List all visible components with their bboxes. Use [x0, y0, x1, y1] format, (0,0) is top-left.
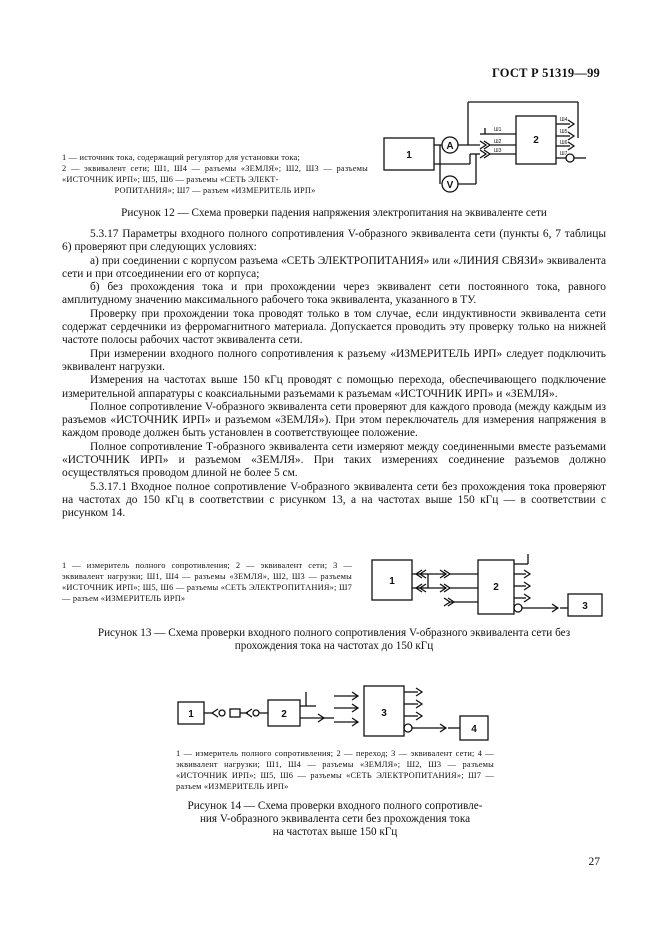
fig12-legend-line: 2 — эквивалент сети; Ш1, Ш4 — разъемы «ЗЕМЛЯ»; Ш2, Ш3 — разъемы «ИСТОЧНИК ИРП»; Ш5, Ш6 — разъемы «СЕТЬ ЭЛЕКТ- [62, 164, 368, 184]
fig13-legend [62, 560, 352, 604]
paragraph: Полное сопротивление Т-образного эквивалента сети измеряют между соединенными вместе разъемами «ИСТОЧНИК ИРП» и разъемом «ЗЕМЛЯ». При таких измерениях соединение разъемов должно осуществляться проводом длиной не более 5 см. [62, 440, 606, 480]
paragraph: Полное сопротивление V-образного эквивалента сети проверяют для каждого провода (между каждым из разъемов «ИСТОЧНИК ИРП» и разъемом «ЗЕМЛЯ»). При этом переключатель для измерения напряжения в каждом проводе должен быть установлен в соответствующее положение. [62, 400, 606, 440]
fig12-port-sh4: Ш4 [560, 117, 568, 123]
fig12-diagram [380, 98, 600, 194]
paragraph: 5.3.17 Параметры входного полного сопротивления V-образного эквивалента сети (пункты 6, 7 таблицы 6) проверяют при следующих условиях: [62, 228, 606, 254]
fig12-port-sh2: Ш2 [494, 139, 502, 145]
fig14-meter-label: 1 [188, 709, 194, 720]
fig12-port-sh6: Ш6 [560, 140, 568, 146]
paragraph: 5.3.17.1 Входное полное сопротивление V-образного эквивалента сети без прохождения тока проверяют на частотах до 150 кГц в соответствии с рисунком 13, а на частотах выше 150 кГц — в соответствии с рисунком 14. [62, 480, 606, 520]
body-text [62, 228, 606, 521]
fig13-caption [62, 627, 606, 653]
paragraph: а) при соединении с корпусом разъема «СЕТЬ ЭЛЕКТРОПИТАНИЯ» или «ЛИНИЯ СВЯЗИ» эквивалента сети и при отсоединении его от корпуса; [62, 254, 606, 280]
fig14-adapter-label: 2 [281, 709, 287, 720]
fig13-caption-line: Рисунок 13 — Схема проверки входного полного сопротивления V-образного эквивалента сети без [97, 627, 571, 639]
fig12-port-sh1: Ш1 [494, 127, 502, 133]
document-header: ГОСТ Р 51319—99 [491, 66, 600, 80]
fig13-meter-label: 1 [389, 576, 395, 587]
fig14-load-label: 4 [471, 724, 477, 735]
fig12-legend [62, 152, 368, 196]
fig13-load-label: 3 [582, 601, 588, 612]
fig12-port-sh3: Ш3 [494, 148, 502, 154]
paragraph: Проверку при прохождении тока проводят только в том случае, если индуктивности эквивалента сети содержат сердечники из ферромагнитного материала. Допускается проводить эту проверку только на нижней частоте полосы рабочих частот эквивалента сети. [62, 307, 606, 347]
fig14-legend [176, 748, 494, 792]
fig14-equivalent-label: 3 [381, 708, 387, 719]
fig12-port-sh7: Ш7 [560, 151, 568, 157]
fig14-caption [176, 800, 494, 839]
fig14-caption-line: Рисунок 14 — Схема проверки входного полного сопротивле- [187, 800, 483, 812]
fig12-source-label: 1 [406, 150, 412, 161]
fig12-ammeter-label: A [446, 141, 454, 152]
paragraph: б) без прохождения тока и при прохождении через эквивалент сети постоянного тока, равного амплитудному значению максимального рабочего тока эквивалента, указанного в ТУ. [62, 281, 606, 307]
fig12-legend-line: 1 — источник тока, содержащий регулятор для установки тока; [62, 153, 300, 162]
paragraph: При измерении входного полного сопротивления к разъему «ИЗМЕРИТЕЛЬ ИРП» следует подключить эквивалент нагрузки. [62, 347, 606, 373]
fig14-diagram [176, 676, 494, 744]
fig12-voltmeter-label: V [446, 180, 454, 191]
fig12-port-sh5: Ш5 [560, 129, 568, 135]
paragraph: Измерения на частотах выше 150 кГц проводят с помощью перехода, обеспечивающего подключение измерительной аппаратуры с коаксиальными разъемами к разъемам «ИСТОЧНИК ИРП» и «ЗЕМЛЯ». [62, 374, 606, 400]
fig13-equivalent-label: 2 [493, 582, 499, 593]
fig12-legend-line: РОПИТАНИЯ»; Ш7 — разъем «ИЗМЕРИТЕЛЬ ИРП» [114, 186, 316, 195]
fig12-equivalent-label: 2 [533, 135, 539, 146]
fig13-caption-line: прохождения тока на частотах до 150 кГц [234, 640, 434, 652]
fig13-diagram [368, 548, 606, 618]
fig14-legend-text: 1 — измеритель полного сопротивления; 2 — переход; 3 — эквивалент сети; 4 — эквивалент нагрузки; Ш1, Ш4 — разъемы «ЗЕМЛЯ»; Ш2, Ш3 — разъемы «ИСТОЧНИК ИРП»; Ш5, Ш6 — разъемы «СЕТЬ ЭЛЕКТРОПИТАНИЯ»; Ш7 — разъем «ИЗМЕРИТЕЛЬ ИРП» [176, 749, 494, 791]
page-number: 27 [588, 856, 600, 868]
fig14-caption-line: ния V-образного эквивалента сети без прохождения тока [199, 813, 471, 825]
fig14-caption-line: на частотах выше 150 кГц [272, 826, 398, 838]
fig12-caption: Рисунок 12 — Схема проверки падения напряжения электропитания на эквиваленте сети [121, 207, 547, 219]
fig13-legend-text: 1 — измеритель полного сопротивления; 2 — эквивалент сети; 3 — эквивалент нагрузки; Ш1, Ш4 — разъемы «ЗЕМЛЯ», Ш2, Ш3 — разъемы «ИСТОЧНИК ИРП»; Ш5, Ш6 — разъемы «СЕТЬ ЭЛЕКТРОПИТАНИЯ»; Ш7 — разъем «ИЗМЕРИТЕЛЬ ИРП» [62, 561, 352, 603]
